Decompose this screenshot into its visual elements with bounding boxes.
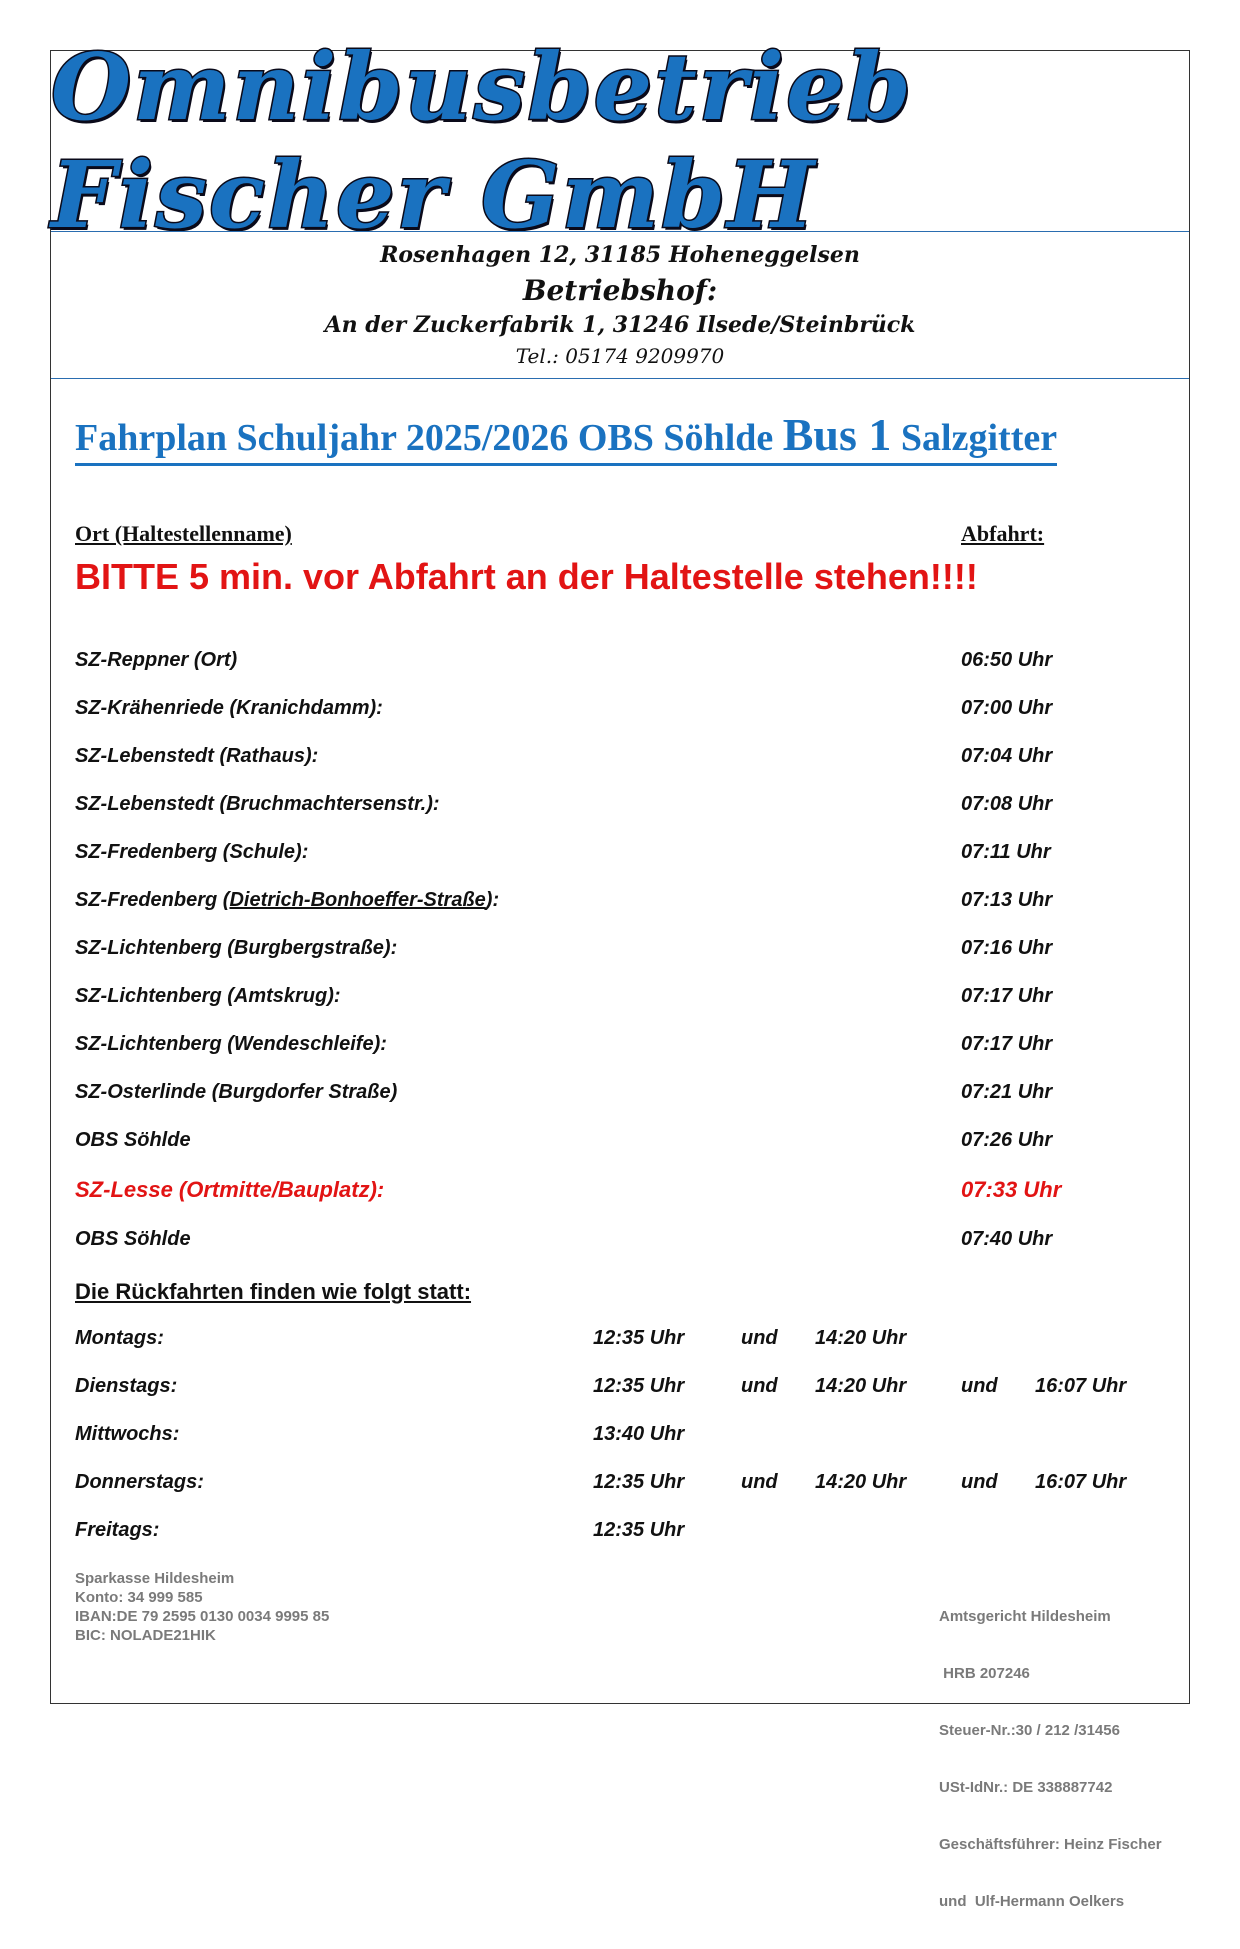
stop-name: SZ-Osterlinde (Burgdorfer Straße) <box>75 1081 398 1103</box>
return-day: Donnerstags: <box>75 1471 204 1493</box>
return-time: 12:35 Uhr <box>593 1471 685 1493</box>
stop-name: SZ-Lebenstedt (Bruchmachtersenstr.): <box>75 793 440 815</box>
stop-time: 07:26 Uhr <box>961 1129 1053 1151</box>
footer-line: Sparkasse Hildesheim <box>75 1570 235 1587</box>
stop-time: 07:17 Uhr <box>961 1033 1053 1055</box>
stop-time: 07:11 Uhr <box>961 841 1051 863</box>
return-time: 13:40 Uhr <box>593 1423 685 1445</box>
return-time: 12:35 Uhr <box>593 1327 685 1349</box>
footer-line: BIC: NOLADE21HIK <box>75 1627 216 1644</box>
stop-name-underlined: Dietrich-Bonhoeffer-Straße <box>229 889 486 911</box>
stop-name: SZ-Krähenriede (Kranichdamm): <box>75 697 383 719</box>
footer-bank-info <box>75 1569 329 1645</box>
return-time: 12:35 Uhr <box>593 1519 685 1541</box>
stop-time-highlighted: 07:33 Uhr <box>961 1177 1062 1202</box>
stop-column-header <box>75 521 338 547</box>
company-logo <box>51 33 1189 249</box>
document-frame <box>50 33 1190 1910</box>
stop-time: 07:13 Uhr <box>961 889 1053 911</box>
stop-name: SZ-Lichtenberg (Amtskrug): <box>75 985 341 1007</box>
company-name: Omnibusbetrieb Fischer GmbH <box>51 33 913 249</box>
depot-label: Betriebshof: <box>522 274 718 307</box>
stop-name: OBS Söhlde <box>75 1228 191 1250</box>
return-time: 14:20 Uhr <box>815 1327 907 1349</box>
footer-line: HRB 207246 <box>939 1665 1030 1682</box>
return-time: 14:20 Uhr <box>815 1375 907 1397</box>
return-time: 16:07 Uhr <box>1035 1471 1127 1493</box>
stop-name <box>75 889 499 912</box>
company-phone: Tel.: 05174 9209970 <box>515 344 725 368</box>
return-and: und <box>741 1471 778 1493</box>
departure-column-header: Abfahrt: <box>961 521 1045 546</box>
stop-name-highlighted: SZ-Lesse (Ortmitte/Bauplatz): <box>75 1177 385 1202</box>
return-and: und <box>961 1471 998 1493</box>
stop-name: SZ-Reppner (Ort) <box>75 649 238 671</box>
title-bus: Bus 1 <box>782 409 892 460</box>
footer-line: Amtsgericht Hildesheim <box>939 1608 1111 1625</box>
stop-time: 07:08 Uhr <box>961 793 1053 815</box>
stop-time: 07:40 Uhr <box>961 1228 1053 1250</box>
return-and: und <box>741 1375 778 1397</box>
footer-line: und Ulf-Hermann Oelkers <box>939 1893 1125 1910</box>
footer-line: IBAN:DE 79 2595 0130 0034 9995 85 <box>75 1608 330 1625</box>
returns-heading: Die Rückfahrten finden wie folgt statt: <box>75 1279 472 1304</box>
address-block <box>51 231 1189 379</box>
return-and: und <box>961 1375 998 1397</box>
stop-time: 07:04 Uhr <box>961 745 1053 767</box>
stop-name: SZ-Lebenstedt (Rathaus): <box>75 745 319 767</box>
stop-name: SZ-Lichtenberg (Burgbergstraße): <box>75 937 398 959</box>
return-time: 14:20 Uhr <box>815 1471 907 1493</box>
warning-text: BITTE 5 min. vor Abfahrt an der Haltestelle stehen!!!! <box>75 556 978 597</box>
return-day: Dienstags: <box>75 1375 178 1397</box>
stop-name-part: SZ-Fredenberg ( <box>75 889 230 911</box>
stop-name-part: ): <box>485 889 500 911</box>
return-time: 12:35 Uhr <box>593 1375 685 1397</box>
footer-line: Geschäftsführer: Heinz Fischer <box>939 1836 1162 1853</box>
return-day: Mittwochs: <box>75 1423 180 1445</box>
stop-time: 07:00 Uhr <box>961 697 1053 719</box>
stop-name: SZ-Lichtenberg (Wendeschleife): <box>75 1033 387 1055</box>
footer-line: Konto: 34 999 585 <box>75 1589 203 1606</box>
stop-name: OBS Söhlde <box>75 1129 191 1151</box>
return-time: 16:07 Uhr <box>1035 1375 1127 1397</box>
stop-time: 07:21 Uhr <box>961 1081 1053 1103</box>
stop-time: 07:16 Uhr <box>961 937 1053 959</box>
company-address: Rosenhagen 12, 31185 Hoheneggelsen <box>380 242 860 268</box>
title-prefix: Fahrplan Schuljahr 2025/2026 OBS Söhlde <box>75 417 783 459</box>
stop-time: 06:50 Uhr <box>961 649 1053 671</box>
depot-address: An der Zuckerfabrik 1, 31246 Ilsede/Steinbrück <box>324 312 916 338</box>
stop-name: SZ-Fredenberg (Schule): <box>75 841 309 863</box>
footer-line: USt-IdNr.: DE 338887742 <box>939 1779 1113 1796</box>
footer-line: Steuer-Nr.:30 / 212 /31456 <box>939 1722 1120 1739</box>
return-day: Freitags: <box>75 1519 160 1541</box>
stop-time: 07:17 Uhr <box>961 985 1053 1007</box>
footer-company-info <box>939 1569 1162 1949</box>
return-and: und <box>741 1327 778 1349</box>
title-suffix: Salzgitter <box>891 417 1058 459</box>
stop-header-label: Ort (Haltestellenname) <box>75 521 292 546</box>
return-day: Montags: <box>75 1327 164 1349</box>
page-title <box>75 408 1057 466</box>
